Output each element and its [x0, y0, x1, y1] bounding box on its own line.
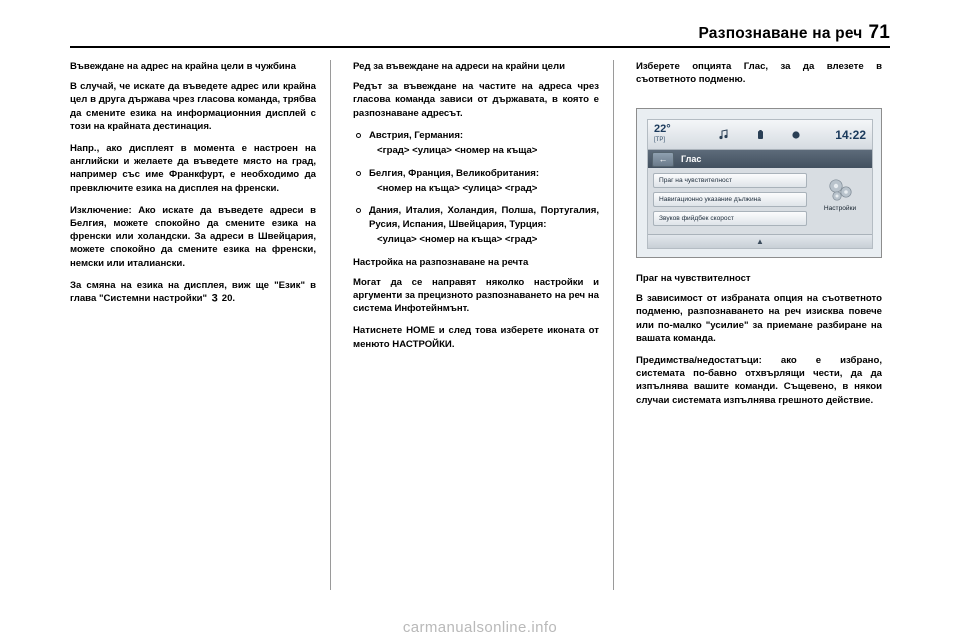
section-heading-address-order: Ред за въвеждане на адреси на крайни цели [353, 61, 566, 72]
section-heading-sensitivity: Праг на чувствителност [636, 273, 751, 284]
cross-reference-icon: 3 [211, 292, 218, 305]
infotainment-screen [647, 119, 873, 249]
paragraph-2-2: Могат да се направят няколко настройки и аргументи за прецизното разпознаването на реч на система Инфотейнмънт. [353, 276, 599, 315]
menu-item-nav-prompt-length[interactable]: Навигационно указание дължина [653, 192, 807, 207]
screen-title-label: Глас [681, 154, 702, 164]
paragraph-3-1: Изберете опцията Глас, за да влезете в съответното подменю. [636, 61, 882, 86]
list-item [353, 167, 599, 180]
chevron-up-icon[interactable]: ▲ [756, 236, 764, 246]
scroll-bar[interactable] [648, 234, 872, 248]
paragraph-1-1: В случай, че искате да въведете адрес или крайна цел в друга държава чрез гласова команда, трябва да смените езика на информационния дисплей с този на крайната дестинация. [70, 81, 316, 132]
list-item-detail: <град> <улица> <номер на къща> [377, 145, 538, 157]
page-title: Разпознаване на реч [698, 25, 863, 42]
back-arrow-icon[interactable]: ← [652, 152, 674, 167]
paragraph-1-4-pageref: 20. [221, 293, 236, 305]
list-item [353, 129, 599, 142]
column-divider-1 [330, 60, 331, 590]
screen-title-bar [648, 150, 872, 168]
paragraph-3-2: В зависимост от избраната опция на съответното подменю, разпознаването на реч изисква повече или по-малко "усилие" за приемане разбиране на вашата команда. [636, 293, 882, 344]
voice-settings-menu [653, 173, 807, 229]
bullet-dot-icon [356, 133, 361, 138]
paragraph-1-3: Изключение: Ако искате да въведете адреси в Белгия, можете спокойно да смените езика на френски или холандски. За адреси в Швейцария, можете спокойно да смените езика на френски, немски или италиански. [70, 204, 316, 269]
clock-readout: 14:22 [835, 127, 866, 142]
menu-item-sensitivity[interactable]: Праг на чувствителност [653, 173, 807, 188]
temperature-value: 22° [654, 122, 671, 135]
bullet-dot-icon [356, 208, 361, 213]
paragraph-2-1: Редът за въвеждане на частите на адреса чрез гласова команда зависи от държавата, в която е разпознаване адресът. [353, 81, 599, 119]
paragraph-2-3: Натиснете HOME и след това изберете иконата от менюто НАСТРОЙКИ. [353, 325, 599, 350]
status-icons [717, 128, 803, 142]
bullet-dot-icon [356, 171, 361, 176]
temperature-readout [654, 124, 671, 146]
text-column-2 [353, 60, 599, 360]
paragraph-3-3: Предимства/недостатъци: ако е избрано, системата по-бавно отхвърлящи чести, да да изпълнява вашите команди. Същевено, в някои случаи системата изпълнява грешното действие. [636, 355, 882, 406]
gear-icon [825, 175, 855, 203]
temperature-unit: [TP] [654, 136, 666, 143]
page-number: 71 [868, 22, 890, 43]
status-bar [648, 120, 872, 150]
text-column-3-continued [636, 272, 882, 416]
list-item-detail: <номер на къща> <улица> <град> [377, 183, 538, 195]
settings-shortcut[interactable] [813, 173, 867, 229]
menu-item-audio-feedback-speed[interactable]: Звуков фийдбек скорост [653, 211, 807, 226]
list-item-label: Белгия, Франция, Великобритания: [369, 167, 540, 179]
text-column-1 [70, 60, 316, 314]
paragraph-1-4 [70, 279, 316, 305]
infotainment-figure [636, 108, 882, 258]
settings-label: Настройки [823, 205, 857, 212]
section-heading-foreign-address: Въвеждане на адрес на крайна цели в чужбина [70, 61, 296, 72]
battery-icon[interactable] [753, 128, 767, 142]
column-divider-2 [613, 60, 614, 590]
header-rule [70, 46, 890, 48]
list-item-label: Австрия, Германия: [369, 129, 464, 141]
audio-icon[interactable] [717, 128, 731, 142]
screen-content [648, 168, 872, 234]
list-item-label: Дания, Италия, Холандия, Полша, Португалия, Русия, Испания, Швейцария, Турция: [369, 205, 599, 230]
paragraph-1-4-text: За смяна на езика на дисплея, виж ще "Език" в глава "Системни настройки" [70, 279, 316, 305]
list-item [353, 204, 599, 231]
list-item-detail: <улица> <номер на къща> <град> [377, 234, 538, 246]
record-icon[interactable] [789, 128, 803, 142]
page-header [70, 22, 890, 44]
footer-watermark: carmanualsonline.info [402, 619, 558, 636]
text-column-3 [636, 60, 882, 95]
paragraph-1-2: Напр., ако дисплеят в момента е настроен на английски и желаете да въведете място на град, например със име Франкфурт, е необходимо да превключите езика на дисплея на френски. [70, 143, 316, 194]
section-heading-speech-settings: Настройка на разпознаване на речта [353, 256, 529, 268]
